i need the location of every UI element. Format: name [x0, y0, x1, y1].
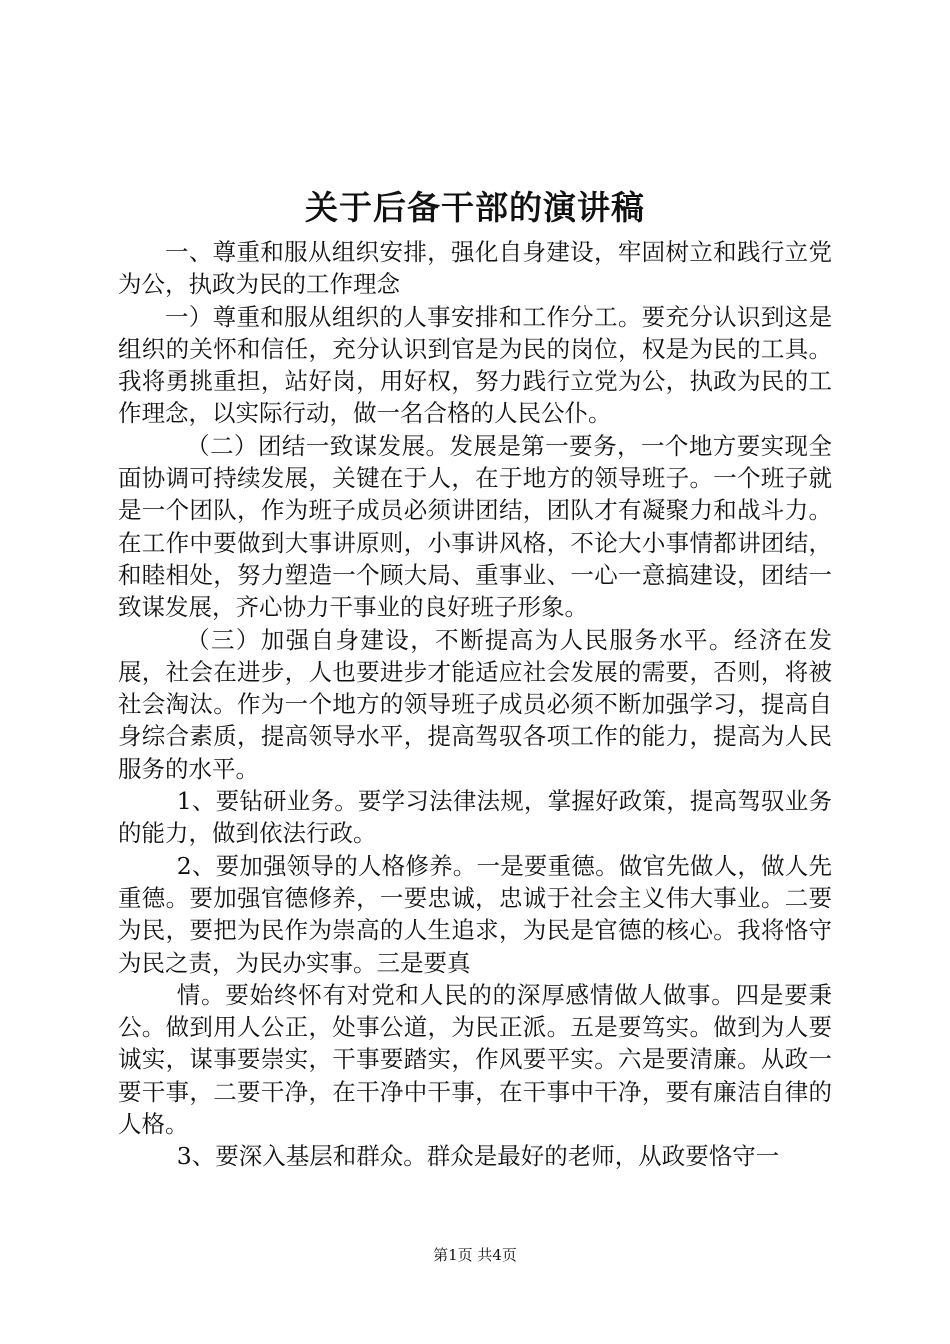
paragraph: 一、尊重和服从组织安排，强化自身建设，牢固树立和践行立党为公，执政为民的工作理念	[118, 238, 832, 299]
paragraph: （二）团结一致谋发展。发展是第一要务，一个地方要实现全面协调可持续发展，关键在于人，在于地方的领导班子。一个班子就是一个团队，作为班子成员必须讲团结，团队才有凝聚力和战斗力。在工作中要做到大事讲原则，小事讲风格，不论大小事情都讲团结，和睦相处，努力塑造一个顾大局、重事业、一心一意搞建设，团结一致谋发展，齐心协力干事业的良好班子形象。	[118, 431, 832, 622]
paragraph: 1、要钻研业务。要学习法律法规，掌握好政策，提高驾驭业务的能力，做到依法行政。	[118, 787, 832, 848]
paragraph: 3、要深入基层和群众。群众是最好的老师，从政要恪守一	[176, 1142, 780, 1171]
page-number-footer: 第1页 共4页	[433, 1246, 517, 1264]
page-title: 关于后备干部的演讲稿	[305, 188, 645, 227]
document-body	[118, 236, 832, 1173]
paragraph: 情。要始终怀有对党和人民的的深厚感情做人做事。四是要秉公。做到用人公正，处事公道，为民正派。五是要笃实。做到为人要诚实，谋事要崇实，干事要踏实，作风要平实。六是要清廉。从政一要干事，二要干净，在干净中干事，在干事中干净，要有廉洁自律的人格。	[118, 980, 832, 1139]
paragraph: 一）尊重和服从组织的人事安排和工作分工。要充分认识到这是组织的关怀和信任，充分认识到官是为民的岗位，权是为民的工具。我将勇挑重担，站好岗，用好权，努力践行立党为公，执政为民的工作理念，以实际行动，做一名合格的人民公仆。	[118, 302, 832, 428]
paragraph: 2、要加强领导的人格修养。一是要重德。做官先做人，做人先重德。要加强官德修养，一要忠诚，忠诚于社会主义伟大事业。二要为民，要把为民作为崇高的人生追求，为民是官德的核心。我将恪守为民之责，为民办实事。三是要真	[118, 851, 832, 977]
paragraph: （三）加强自身建设，不断提高为人民服务水平。经济在发展，社会在进步，人也要进步才能适应社会发展的需要，否则，将被社会淘汰。作为一个地方的领导班子成员必须不断加强学习，提高自身综合素质，提高领导水平，提高驾驭各项工作的能力，提高为人民服务的水平。	[118, 625, 832, 783]
